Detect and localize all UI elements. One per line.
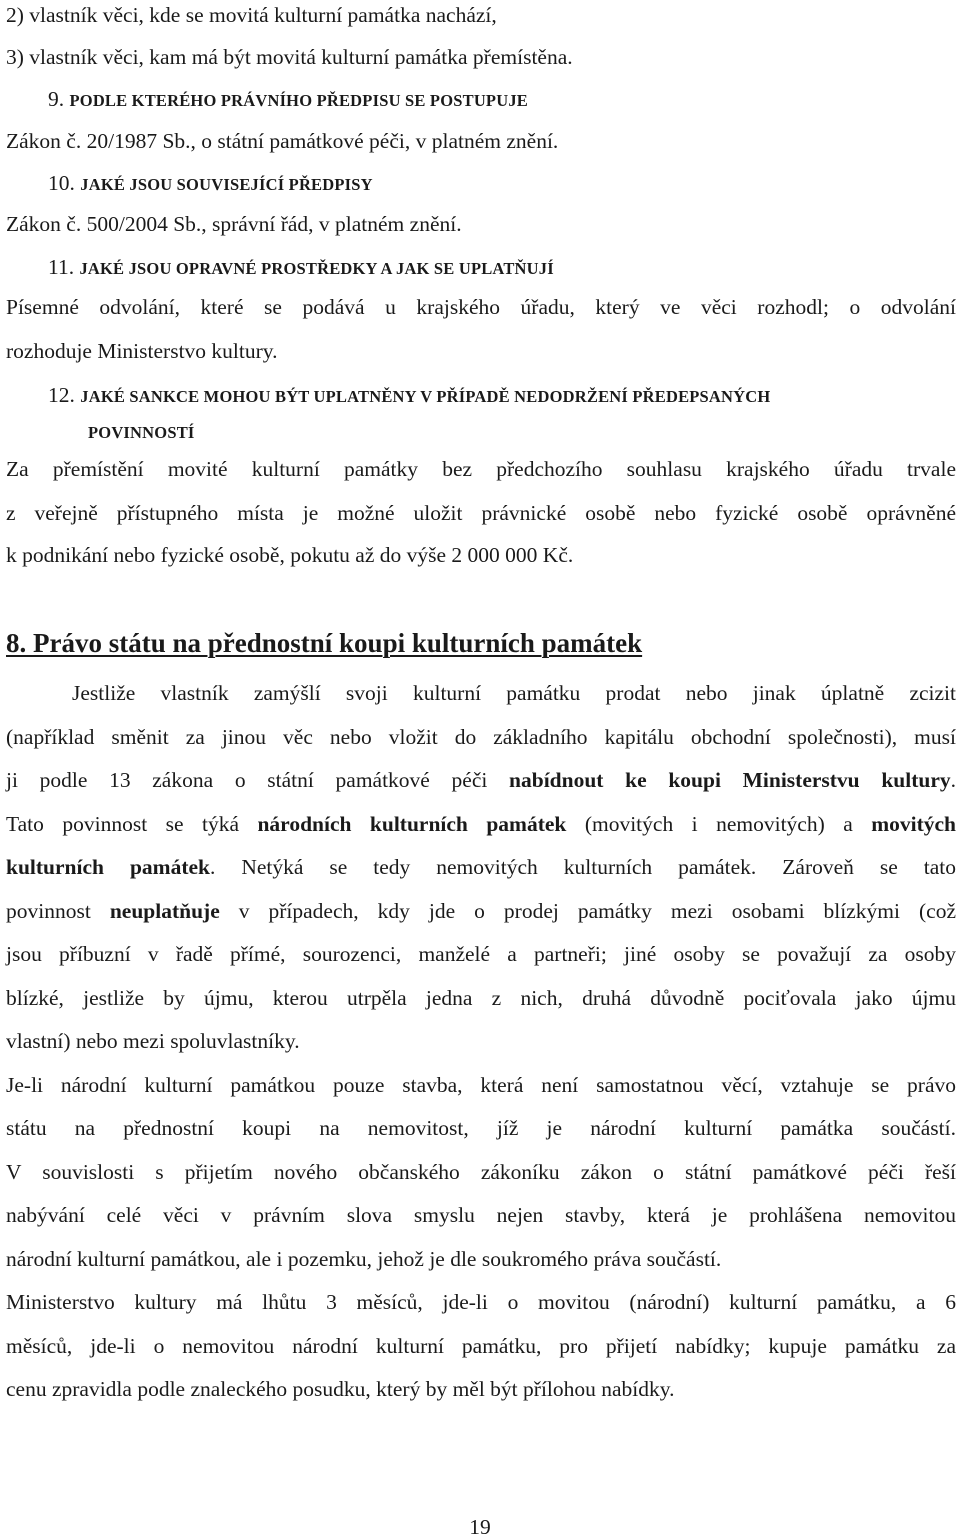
- section-12-number: 12.: [48, 383, 75, 407]
- section-11-number: 11.: [48, 255, 75, 279]
- text-run: (movitých i nemovitých) a: [566, 812, 872, 836]
- text-run: .: [950, 768, 956, 792]
- section-12-text-line-2: z veřejně přístupného místa je možné uložit právnické osobě nebo fyzické osobě oprávněné: [6, 501, 956, 525]
- section-9-number: 9.: [48, 87, 65, 111]
- text-run: povinnost: [6, 899, 110, 923]
- list-item-3: 3) vlastník věci, kam má být movitá kulturní památka přemístěna.: [6, 45, 573, 69]
- text-run: . Netýká se tedy nemovitých kulturních památek. Zároveň se tato: [209, 855, 956, 879]
- chapter-8-line-8: blízké, jestliže by újmu, kterou utrpěla jedna z nich, druhá důvodně pociťovala jako újmu: [6, 986, 956, 1010]
- chapter-8-line-9: vlastní) nebo mezi spoluvlastníky.: [6, 1029, 300, 1053]
- chapter-8-line-3: [6, 767, 956, 793]
- bold-text-run: neuplatňuje: [109, 899, 220, 923]
- chapter-8-line-7: jsou příbuzní v řadě přímé, sourozenci, manželé a partneři; jiné osoby se považují za osoby: [6, 942, 956, 966]
- section-12-title: JAKÉ SANKCE MOHOU BÝT UPLATNĚNY V PŘÍPADĚ NEDODRŽENÍ PŘEDEPSANÝCH: [80, 387, 771, 406]
- section-9-title: PODLE KTERÉHO PRÁVNÍHO PŘEDPISU SE POSTUPUJE: [69, 91, 528, 110]
- section-9-text: Zákon č. 20/1987 Sb., o státní památkové péči, v platném znění.: [6, 129, 559, 153]
- chapter-8-line-14: národní kulturní památkou, ale i pozemku, jehož je dle soukromého práva součástí.: [6, 1247, 722, 1271]
- chapter-8-line-11: státu na přednostní koupi na nemovitost, jíž je národní kulturní památka součástí.: [6, 1116, 956, 1140]
- section-9-heading: [48, 86, 528, 114]
- section-12-heading: [48, 382, 770, 410]
- section-10-number: 10.: [48, 171, 75, 195]
- section-10-title: JAKÉ JSOU SOUVISEJÍCÍ PŘEDPISY: [80, 175, 373, 194]
- chapter-8-line-15: Ministerstvo kultury má lhůtu 3 měsíců, jde-li o movitou (národní) kulturní památku, a 6: [6, 1290, 956, 1314]
- text-run: v případech, kdy jde o prodej památky mezi osobami blízkými (což: [219, 899, 956, 923]
- chapter-8-line-4: [6, 811, 956, 837]
- section-11-title: JAKÉ JSOU OPRAVNÉ PROSTŘEDKY A JAK SE UPLATŇUJÍ: [79, 259, 554, 278]
- section-10-text: Zákon č. 500/2004 Sb., správní řád, v platném znění.: [6, 212, 462, 236]
- bold-text-run: národních kulturních památek: [257, 812, 567, 836]
- section-11-text-line-1: Písemné odvolání, které se podává u krajského úřadu, který ve věci rozhodl; o odvolání: [6, 295, 956, 319]
- page-number: 19: [469, 1515, 491, 1539]
- bold-text-run: movitých: [871, 812, 956, 836]
- chapter-8-line-17: cenu zpravidla podle znaleckého posudku, který by měl být přílohou nabídky.: [6, 1377, 675, 1401]
- chapter-8-line-1: Jestliže vlastník zamýšlí svoji kulturní památku prodat nebo jinak úplatně zcizit: [72, 681, 956, 705]
- chapter-8-line-10: Je-li národní kulturní památkou pouze stavba, která není samostatnou věcí, vztahuje se právo: [6, 1073, 956, 1097]
- section-12-title-cont: [88, 418, 195, 446]
- text-run: Tato povinnost se týká: [6, 812, 258, 836]
- section-11-text-line-2: rozhoduje Ministerstvo kultury.: [6, 339, 278, 363]
- chapter-8-line-6: [6, 898, 956, 924]
- bold-text-run: nabídnout ke koupi Ministerstvu kultury: [509, 768, 951, 792]
- section-12-title-line-2: POVINNOSTÍ: [88, 423, 195, 442]
- chapter-8-line-2: (například směnit za jinou věc nebo vložit do základního kapitálu obchodní společnosti), musí: [6, 725, 956, 749]
- section-12-text-line-3: k podnikání nebo fyzické osobě, pokutu až do výše 2 000 000 Kč.: [6, 543, 574, 567]
- text-run: ji podle 13 zákona o státní památkové péči: [6, 768, 510, 792]
- chapter-8-line-12: V souvislosti s přijetím nového občanského zákoníku zákon o státní památkové péči řeší: [6, 1160, 956, 1184]
- bold-text-run: kulturních památek: [6, 855, 210, 879]
- section-10-heading: [48, 170, 373, 198]
- chapter-8-line-13: nabývání celé věci v právním slova smyslu nejen stavby, která je prohlášena nemovitou: [6, 1203, 956, 1227]
- list-item-2: 2) vlastník věci, kde se movitá kulturní památka nachází,: [6, 3, 497, 27]
- section-12-text-line-1: Za přemístění movité kulturní památky bez předchozího souhlasu krajského úřadu trvale: [6, 457, 956, 481]
- chapter-8-line-5: [6, 854, 956, 880]
- chapter-8-line-16: měsíců, jde-li o nemovitou národní kulturní památku, pro přijetí nabídky; kupuje památku za: [6, 1334, 956, 1358]
- chapter-8-title: 8. Právo státu na přednostní koupi kulturních památek: [6, 628, 643, 658]
- section-11-heading: [48, 254, 554, 282]
